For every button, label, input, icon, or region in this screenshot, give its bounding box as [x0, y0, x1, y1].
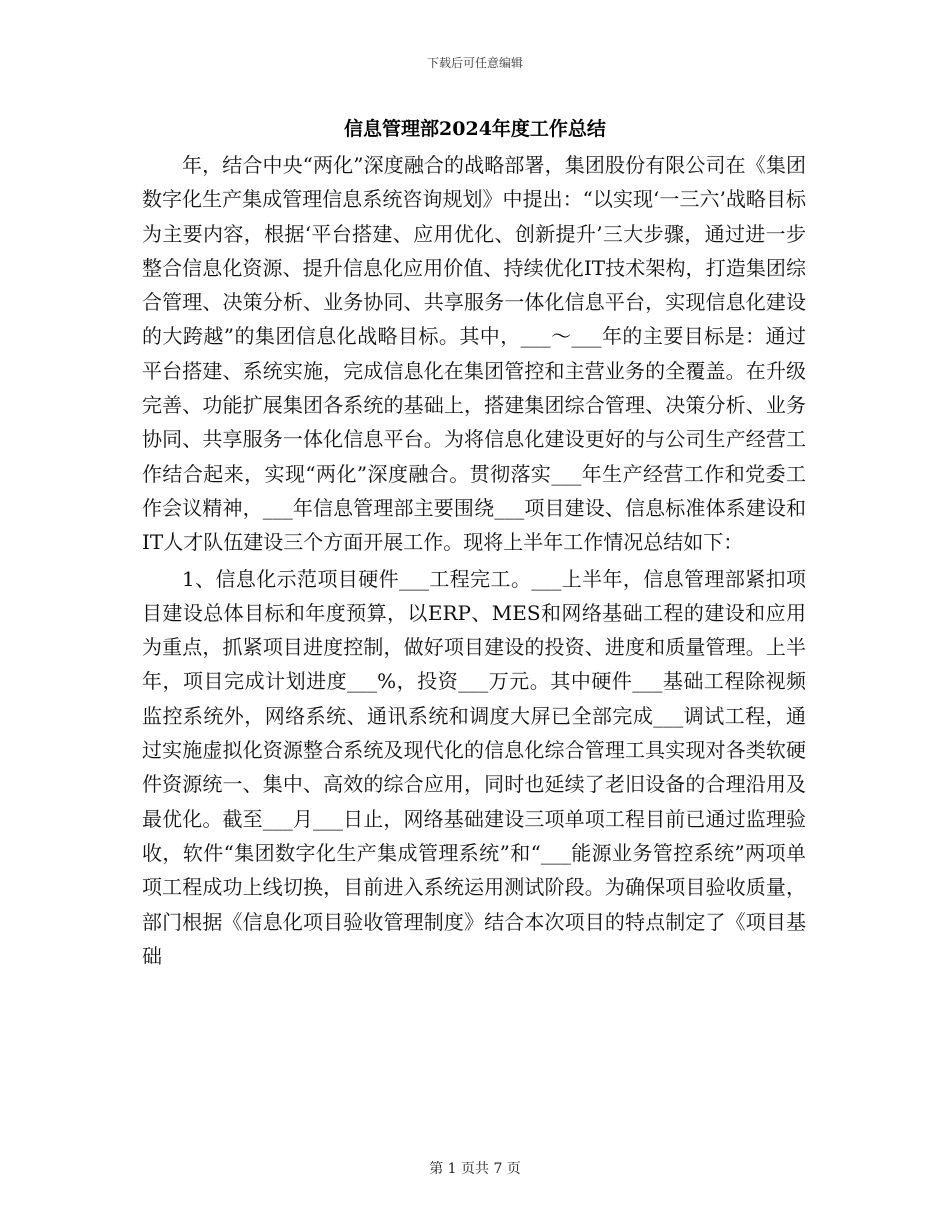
document-title: 信息管理部2024年度工作总结	[344, 118, 606, 140]
body-paragraph: 年，结合中央“两化”深度融合的战略部署，集团股份有限公司在《集团数字化生产集成管理信息系统咨询规划》中提出：“以实现‘一三六’战略目标为主要内容，根据‘平台搭建、应用优化、创新提升’三大步骤，通过进一步整合信息化资源、提升信息化应用价值、持续优化IT技术架构，打造集团综合管理、决策分析、业务协同、共享服务一体化信息平台，实现信息化建设的大跨越”的集团信息化战略目标。其中，___～___年的主要目标是：通过平台搭建、系统实施，完成信息化在集团管控和主营业务的全覆盖。在升级完善、功能扩展集团各系统的基础上，搭建集团综合管理、决策分析、业务协同、共享服务一体化信息平台。为将信息化建设更好的与公司生产经营工作结合起来，实现“两化”深度融合。贯彻落实___年生产经营工作和党委工作会议精神，___年信息管理部主要围绕___项目建设、信息标准体系建设和IT人才队伍建设三个方面开展工作。现将上半年工作情况总结如下：	[142, 153, 806, 555]
page-number-footer: 第 1 页共 7 页	[429, 1161, 521, 1177]
document-body	[142, 148, 806, 973]
body-paragraph: 1、信息化示范项目硬件___工程完工。___上半年，信息管理部紧扣项目建设总体目标和年度预算，以ERP、MES和网络基础工程的建设和应用为重点，抓紧项目进度控制，做好项目建设的投资、进度和质量管理。上半年，项目完成计划进度___%，投资___万元。其中硬件___基础工程除视频监控系统外，网络系统、通讯系统和调度大屏已全部完成___调试工程，通过实施虚拟化资源整合系统及现代化的信息化综合管理工具实现对各类软硬件资源统一、集中、高效的综合应用，同时也延续了老旧设备的合理沿用及最优化。截至___月___日止，网络基础建设三项单项工程目前已通过监理验收，软件“集团数字化生产集成管理系统”和“___能源业务管控系统”两项单项工程成功上线切换，目前进入系统运用测试阶段。为确保项目验收质量，部门根据《信息化项目验收管理制度》结合本次项目的特点制定了《项目基础	[142, 566, 806, 968]
page-header-note: 下载后可任意编辑	[426, 56, 523, 70]
